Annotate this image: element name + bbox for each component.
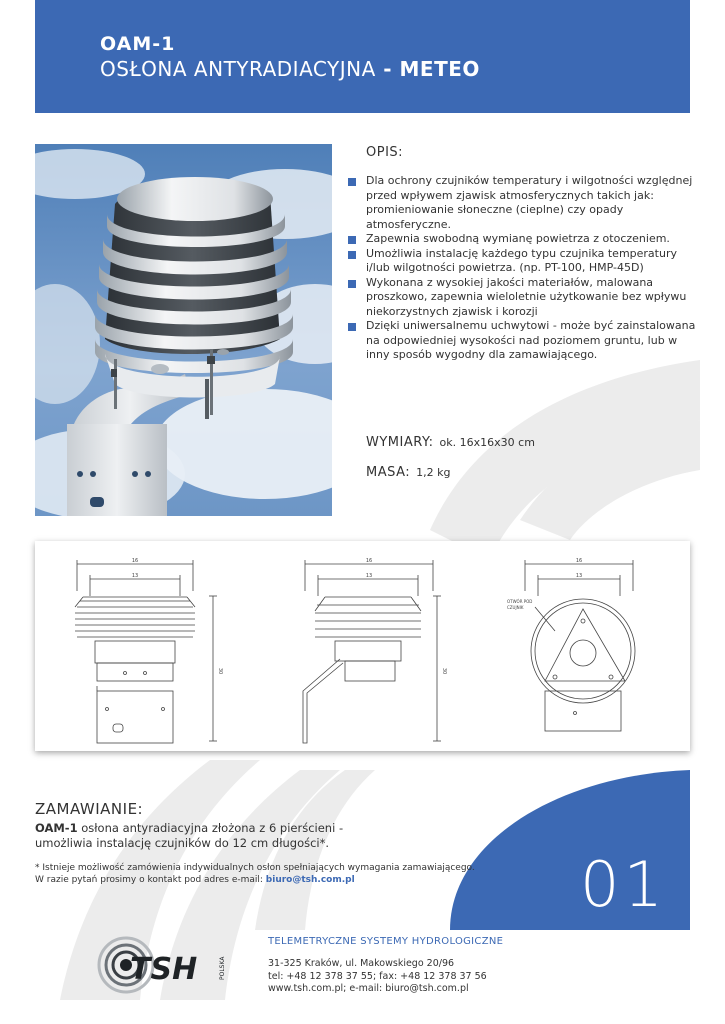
dimensions-value: ok. 16x16x30 cm	[439, 436, 535, 449]
description-label: OPIS:	[366, 145, 404, 160]
dim-height-1: 30	[217, 667, 223, 675]
ordering-model: OAM-1	[35, 821, 78, 835]
ordering-description: osłona antyradiacyjna złożona z 6 pierścieni - umożliwia instalację czujników do 12 cm długości*.	[35, 821, 344, 850]
dim-width-inner-3: 13	[575, 573, 583, 579]
product-model: OAM-1	[100, 33, 176, 55]
product-title	[100, 57, 480, 81]
bullet-square-icon	[348, 178, 356, 186]
ordering-text	[35, 821, 395, 851]
feature-item: Dla ochrony czujników temperatury i wilgotności względnej przed wpływem zjawisk atmosferycznych takich jak: promieniowanie słoneczne (cieplne) czy opady atmosferyczne.	[348, 174, 698, 232]
sensor-hole-label-2: CZUJNIK	[507, 605, 524, 610]
ordering-label: ZAMAWIANIE:	[35, 800, 144, 818]
sensor-hole-label-1: OTWÓR POD	[507, 599, 533, 604]
dim-height-2: 30	[441, 667, 447, 675]
bullet-square-icon	[348, 323, 356, 331]
mass-spec	[366, 465, 451, 480]
company-name: TELEMETRYCZNE SYSTEMY HYDROLOGICZNE	[268, 936, 504, 947]
dim-width-inner-2: 13	[365, 573, 373, 579]
drawing-front-view	[75, 560, 217, 743]
feature-item: Zapewnia swobodną wymianę powietrza z otoczeniem.	[348, 232, 698, 247]
tsh-logo	[96, 930, 244, 1000]
title-sep: -	[375, 57, 400, 81]
bullet-square-icon	[348, 236, 356, 244]
title-main: OSŁONA ANTYRADIACYJNA	[100, 57, 376, 81]
feature-item: Umożliwia instalację każdego typu czujnika temperatury i/lub wilgotności powietrza. (np. PT-100, HMP-45D)	[348, 247, 698, 276]
technical-drawings	[35, 541, 690, 751]
company-address	[268, 958, 487, 996]
mass-value: 1,2 kg	[416, 466, 451, 479]
product-photo	[35, 144, 332, 516]
ordering-note	[35, 862, 555, 886]
page-number: 01	[580, 848, 667, 921]
dim-width-outer-1: 16	[131, 558, 139, 564]
note-line-2: W razie pytań prosimy o kontakt pod adres e-mail: biuro@tsh.com.pl	[35, 875, 355, 885]
dim-width-outer-2: 16	[365, 558, 373, 564]
logo-small-text: POLSKA	[219, 956, 226, 980]
dim-width-outer-3: 16	[575, 558, 583, 564]
logo-text: TSH	[130, 952, 198, 987]
contact-email-link[interactable]: biuro@tsh.com.pl	[265, 875, 355, 885]
feature-list	[348, 174, 698, 363]
drawing-top-view	[525, 560, 635, 731]
dim-width-inner-1: 13	[131, 573, 139, 579]
feature-item: Dzięki uniwersalnemu uchwytowi - może być zainstalowana na odpowiedniej wysokości nad poziomem gruntu, lub w inny sposób wygodny dla zamawiającego.	[348, 319, 698, 363]
dimensions-label: WYMIARY:	[366, 435, 434, 450]
mass-label: MASA:	[366, 465, 411, 480]
note-line-1: * Istnieje możliwość zamówienia indywidualnych osłon spełniających wymagania zamawiającego.	[35, 863, 475, 873]
phone-line: tel: +48 12 378 37 55; fax: +48 12 378 37 56	[268, 970, 487, 982]
bullet-square-icon	[348, 280, 356, 288]
address-line: 31-325 Kraków, ul. Makowskiego 20/96	[268, 958, 455, 969]
title-strong: METEO	[399, 57, 480, 81]
dimensions-spec	[366, 435, 535, 450]
web-line[interactable]: www.tsh.com.pl; e-mail: biuro@tsh.com.pl	[268, 983, 469, 994]
feature-item: Wykonana z wysokiej jakości materiałów, malowana proszkowo, zapewnia wieloletnie użytkowanie bez wpływu niekorzystnych zjawisk i korozji	[348, 276, 698, 320]
drawing-side-view	[303, 560, 441, 743]
bullet-square-icon	[348, 251, 356, 259]
